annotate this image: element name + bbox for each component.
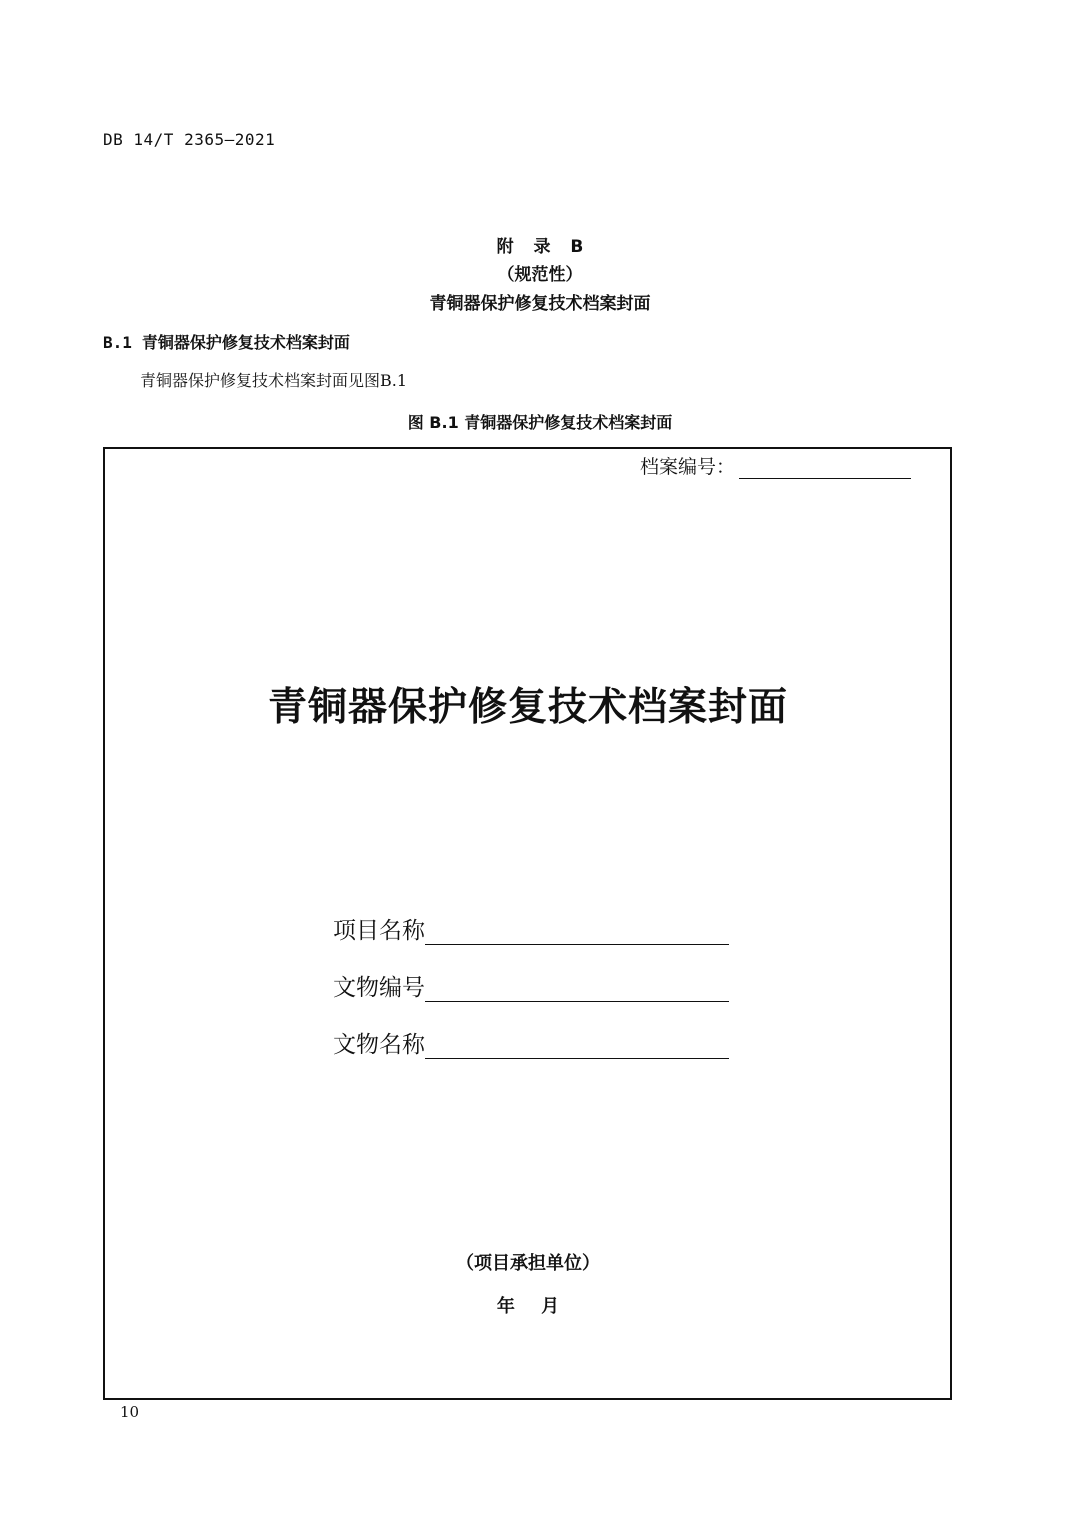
section-title: 青铜器保护修复技术档案封面 (141, 333, 350, 352)
relic-name-blank[interactable] (425, 1032, 729, 1059)
section-body-text: 青铜器保护修复技术档案封面见图B.1 (140, 371, 408, 390)
section-heading (103, 330, 350, 353)
archive-number-blank[interactable] (739, 458, 911, 479)
project-name-field (333, 912, 729, 945)
archive-number-label: 档案编号： (640, 456, 736, 478)
appendix-heading: 青铜器保护修复技术档案封面 (429, 294, 651, 314)
page-number: 10 (120, 1403, 140, 1421)
appendix-nature: （规范性） (497, 265, 583, 285)
archive-number-field (640, 452, 911, 479)
figure-caption: 图 B.1 青铜器保护修复技术档案封面 (407, 413, 673, 432)
relic-name-label: 文物名称 (333, 1032, 425, 1058)
cover-date: 年 月 (496, 1296, 560, 1317)
project-name-blank[interactable] (425, 918, 729, 945)
relic-name-field (333, 1026, 729, 1059)
project-name-label: 项目名称 (333, 918, 425, 944)
responsible-unit: （项目承担单位） (456, 1253, 600, 1274)
relic-number-blank[interactable] (425, 975, 729, 1002)
cover-title: 青铜器保护修复技术档案封面 (267, 685, 788, 730)
standard-code: DB 14/T 2365—2021 (103, 130, 276, 149)
relic-number-field (333, 969, 729, 1002)
relic-number-label: 文物编号 (333, 975, 425, 1001)
appendix-title: 附 录 B (496, 237, 584, 257)
section-number: B.1 (103, 333, 132, 352)
